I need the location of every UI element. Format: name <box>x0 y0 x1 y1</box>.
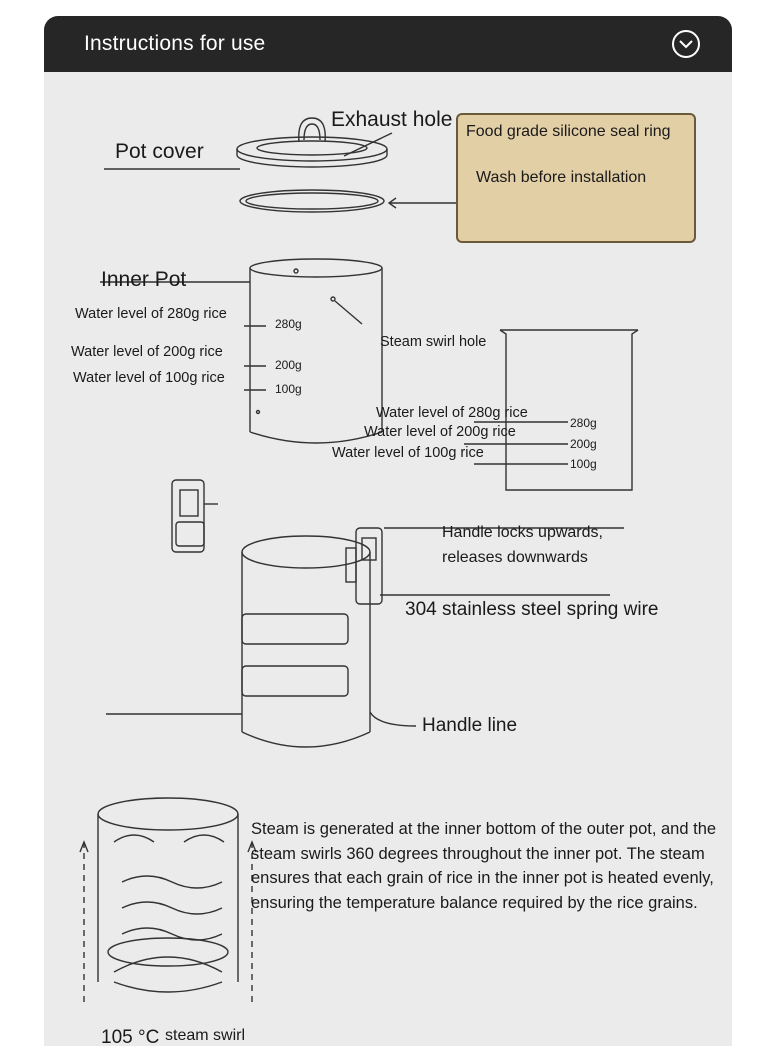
seal-ring-illustration <box>240 190 384 212</box>
steam-description: Steam is generated at the inner bottom of the outer pot, and the steam swirls 360 degrees throughout the inner pot. The steam ensures that each grain of rice in the inner pot is heated evenly, ensuring the temperature balance required by the rice grains. <box>251 820 717 912</box>
pot-cover-label: Pot cover <box>115 140 204 163</box>
handle-line-label: Handle line <box>422 715 518 736</box>
temperature-label: 105 °C <box>101 1027 160 1046</box>
water-level-100-label: Water level of 100g rice <box>73 370 225 386</box>
inner-pot-label: Inner Pot <box>101 268 187 291</box>
mark-280-label: 280g <box>275 317 302 331</box>
seal-ring-note <box>456 113 696 243</box>
section-water-280-label: Water level of 280g rice <box>376 405 528 421</box>
section-water-100-label: Water level of 100g rice <box>332 445 484 461</box>
section-mark-100-label: 100g <box>570 457 597 471</box>
card-title: Instructions for use <box>84 32 266 55</box>
section-water-200-label: Water level of 200g rice <box>364 424 516 440</box>
handle-locks-label: Handle locks upwards, <box>442 524 603 541</box>
section-mark-280-label: 280g <box>570 416 597 430</box>
spring-wire-label: 304 stainless steel spring wire <box>405 599 659 620</box>
exhaust-hole-label: Exhaust hole <box>331 108 453 131</box>
handle-releases-label: releases downwards <box>442 549 588 566</box>
card-header[interactable] <box>44 16 732 72</box>
mark-200-label: 200g <box>275 358 302 372</box>
handle-detail-illustration <box>172 480 218 552</box>
chevron-down-circle-icon[interactable] <box>672 30 700 58</box>
seal-ring-label: Food grade silicone seal ring <box>466 123 671 140</box>
water-level-200-label: Water level of 200g rice <box>71 344 223 360</box>
wash-note-label: Wash before installation <box>476 169 647 186</box>
pot-diagram <box>44 72 732 1046</box>
mark-100-label: 100g <box>275 382 302 396</box>
steam-swirl-hole-label: Steam swirl hole <box>380 334 487 350</box>
section-mark-200-label: 200g <box>570 437 597 451</box>
outer-pot-illustration <box>242 528 382 747</box>
instructions-card <box>44 16 732 1046</box>
steam-swirl-illustration <box>80 798 256 1002</box>
inner-pot-illustration <box>250 259 382 443</box>
water-level-280-label: Water level of 280g rice <box>75 306 227 322</box>
steam-swirl-label: steam swirl <box>165 1027 246 1044</box>
